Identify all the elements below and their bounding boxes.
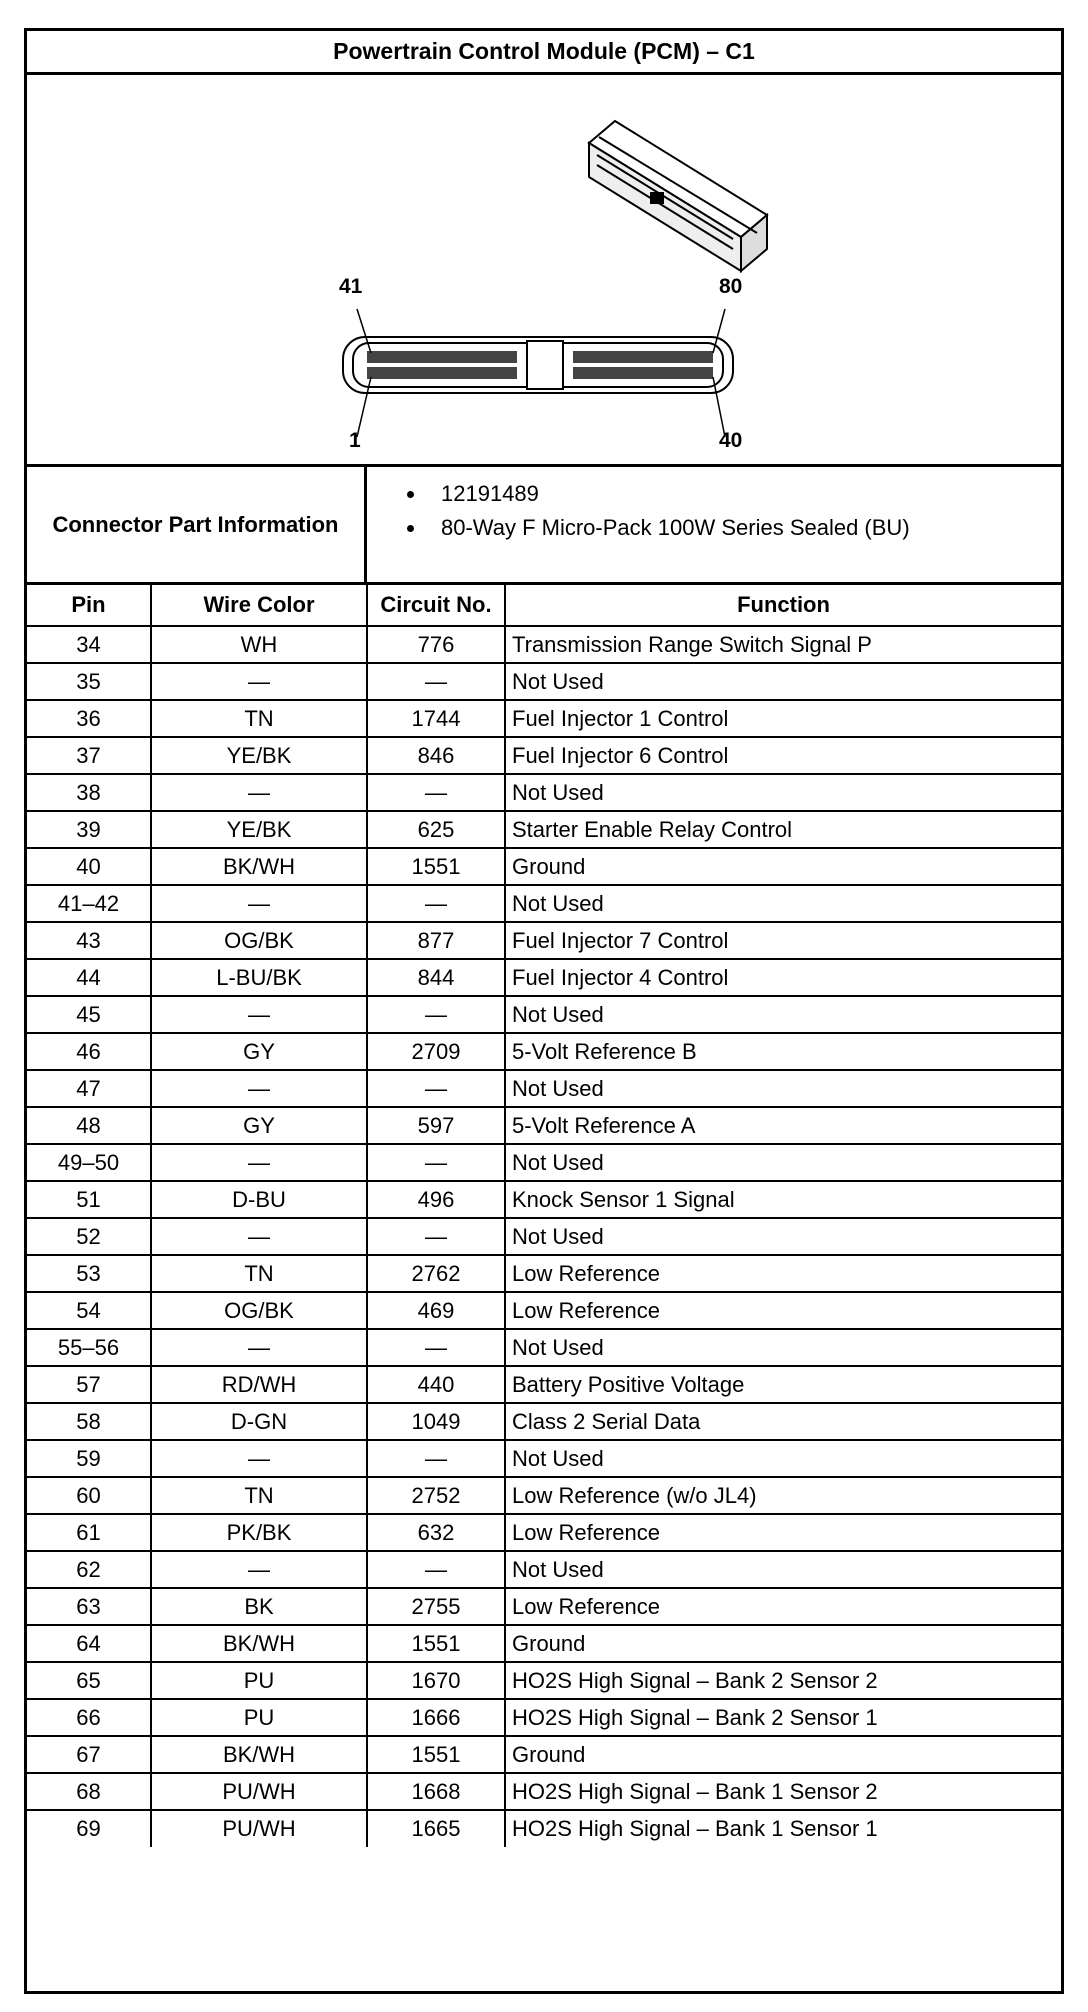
wire-color-cell: —	[151, 1440, 367, 1477]
table-row	[27, 996, 1061, 1033]
wire-color-cell: L-BU/BK	[151, 959, 367, 996]
wire-color-cell: —	[151, 885, 367, 922]
circuit-cell: 2755	[367, 1588, 505, 1625]
wire-color-cell: —	[151, 1218, 367, 1255]
wire-color-cell: D-GN	[151, 1403, 367, 1440]
circuit-cell: 597	[367, 1107, 505, 1144]
pin-cell: 54	[27, 1292, 151, 1329]
wire-color-cell: PU/WH	[151, 1773, 367, 1810]
wire-color-cell: PU/WH	[151, 1810, 367, 1847]
function-cell: Not Used	[505, 885, 1061, 922]
pin-cell: 35	[27, 663, 151, 700]
pinout-table	[27, 585, 1061, 1847]
function-cell: Class 2 Serial Data	[505, 1403, 1061, 1440]
table-row	[27, 1144, 1061, 1181]
function-cell: Not Used	[505, 1144, 1061, 1181]
table-row	[27, 885, 1061, 922]
wire-color-cell: D-BU	[151, 1181, 367, 1218]
table-row	[27, 626, 1061, 663]
function-cell: Starter Enable Relay Control	[505, 811, 1061, 848]
wire-color-cell: —	[151, 1070, 367, 1107]
table-row	[27, 700, 1061, 737]
circuit-cell: 877	[367, 922, 505, 959]
table-row	[27, 959, 1061, 996]
circuit-cell: 1744	[367, 700, 505, 737]
table-row	[27, 1070, 1061, 1107]
table-row	[27, 1033, 1061, 1070]
wire-color-cell: —	[151, 1144, 367, 1181]
circuit-cell: —	[367, 663, 505, 700]
wire-color-cell: —	[151, 1551, 367, 1588]
pin-dot	[715, 371, 718, 374]
pin-cell: 64	[27, 1625, 151, 1662]
table-row	[27, 1773, 1061, 1810]
connector-sheet	[24, 28, 1064, 1994]
function-cell: Low Reference (w/o JL4)	[505, 1477, 1061, 1514]
pin-cell: 39	[27, 811, 151, 848]
function-cell: Not Used	[505, 1440, 1061, 1477]
pin-cell: 48	[27, 1107, 151, 1144]
circuit-cell: 1551	[367, 1736, 505, 1773]
wire-color-cell: BK/WH	[151, 1625, 367, 1662]
table-row	[27, 774, 1061, 811]
pin-cell: 63	[27, 1588, 151, 1625]
wire-color-cell: —	[151, 774, 367, 811]
pin-cell: 34	[27, 626, 151, 663]
function-cell: HO2S High Signal – Bank 1 Sensor 2	[505, 1773, 1061, 1810]
connector-part-information	[27, 467, 1061, 585]
pin-cell: 53	[27, 1255, 151, 1292]
function-cell: Not Used	[505, 1551, 1061, 1588]
pin-dot	[715, 355, 718, 358]
circuit-cell: —	[367, 1070, 505, 1107]
wire-color-cell: YE/BK	[151, 737, 367, 774]
table-row	[27, 1107, 1061, 1144]
pin-cell: 49–50	[27, 1144, 151, 1181]
circuit-cell: —	[367, 1218, 505, 1255]
header-circuit: Circuit No.	[367, 585, 505, 626]
wire-color-cell: —	[151, 996, 367, 1033]
pin-cell: 38	[27, 774, 151, 811]
circuit-cell: 440	[367, 1366, 505, 1403]
circuit-cell: 1665	[367, 1810, 505, 1847]
circuit-cell: —	[367, 1144, 505, 1181]
header-function: Function	[505, 585, 1061, 626]
connector-diagram	[27, 75, 1061, 467]
table-row	[27, 1662, 1061, 1699]
pin-cell: 59	[27, 1440, 151, 1477]
function-cell: Fuel Injector 1 Control	[505, 700, 1061, 737]
wire-color-cell: YE/BK	[151, 811, 367, 848]
connector-3d-icon	[589, 121, 767, 271]
wire-color-cell: PU	[151, 1662, 367, 1699]
pin-cell: 65	[27, 1662, 151, 1699]
connector-illustration	[27, 75, 1061, 464]
wire-color-cell: PU	[151, 1699, 367, 1736]
circuit-cell: 2762	[367, 1255, 505, 1292]
circuit-cell: 844	[367, 959, 505, 996]
wire-color-cell: —	[151, 1329, 367, 1366]
pin-cell: 40	[27, 848, 151, 885]
table-row	[27, 1699, 1061, 1736]
function-cell: Ground	[505, 848, 1061, 885]
function-cell: Fuel Injector 7 Control	[505, 922, 1061, 959]
pin-cell: 66	[27, 1699, 151, 1736]
part-description: • 80-Way F Micro-Pack 100W Series Sealed (BU)	[427, 515, 910, 549]
part-number: • 12191489	[427, 481, 910, 515]
pin-cell: 52	[27, 1218, 151, 1255]
circuit-cell: 496	[367, 1181, 505, 1218]
function-cell: Low Reference	[505, 1292, 1061, 1329]
wire-color-cell: OG/BK	[151, 1292, 367, 1329]
pin-cell: 37	[27, 737, 151, 774]
table-row	[27, 1477, 1061, 1514]
wire-color-cell: TN	[151, 1477, 367, 1514]
table-row	[27, 1329, 1061, 1366]
function-cell: Fuel Injector 6 Control	[505, 737, 1061, 774]
function-cell: Not Used	[505, 1329, 1061, 1366]
table-row	[27, 1625, 1061, 1662]
function-cell: Ground	[505, 1625, 1061, 1662]
function-cell: 5-Volt Reference A	[505, 1107, 1061, 1144]
table-row	[27, 1255, 1061, 1292]
function-cell: HO2S High Signal – Bank 2 Sensor 2	[505, 1662, 1061, 1699]
table-row	[27, 1292, 1061, 1329]
wire-color-cell: GY	[151, 1107, 367, 1144]
pin-cell: 55–56	[27, 1329, 151, 1366]
pin-label-1: 1	[349, 429, 361, 452]
table-row	[27, 1736, 1061, 1773]
function-cell: Not Used	[505, 663, 1061, 700]
pin-cell: 68	[27, 1773, 151, 1810]
pin-cell: 58	[27, 1403, 151, 1440]
circuit-cell: —	[367, 1551, 505, 1588]
table-row	[27, 1366, 1061, 1403]
circuit-cell: 2752	[367, 1477, 505, 1514]
table-row	[27, 737, 1061, 774]
pin-cell: 46	[27, 1033, 151, 1070]
function-cell: Not Used	[505, 774, 1061, 811]
circuit-cell: 1049	[367, 1403, 505, 1440]
pin-cell: 51	[27, 1181, 151, 1218]
circuit-cell: 1668	[367, 1773, 505, 1810]
circuit-cell: 1551	[367, 848, 505, 885]
table-row	[27, 1810, 1061, 1847]
function-cell: Transmission Range Switch Signal P	[505, 626, 1061, 663]
connector-face-icon	[343, 309, 733, 437]
pinout-header-row	[27, 585, 1061, 626]
circuit-cell: 1551	[367, 1625, 505, 1662]
function-cell: Low Reference	[505, 1255, 1061, 1292]
wire-color-cell: BK	[151, 1588, 367, 1625]
circuit-cell: 2709	[367, 1033, 505, 1070]
wire-color-cell: RD/WH	[151, 1366, 367, 1403]
pin-cell: 62	[27, 1551, 151, 1588]
wire-color-cell: BK/WH	[151, 1736, 367, 1773]
table-row	[27, 922, 1061, 959]
function-cell: Ground	[505, 1736, 1061, 1773]
circuit-cell: 625	[367, 811, 505, 848]
header-wire-color: Wire Color	[151, 585, 367, 626]
table-row	[27, 811, 1061, 848]
pin-cell: 44	[27, 959, 151, 996]
table-row	[27, 1218, 1061, 1255]
circuit-cell: 632	[367, 1514, 505, 1551]
wire-color-cell: TN	[151, 700, 367, 737]
circuit-cell: —	[367, 1440, 505, 1477]
pin-cell: 41–42	[27, 885, 151, 922]
pin-cell: 67	[27, 1736, 151, 1773]
pin-cell: 43	[27, 922, 151, 959]
function-cell: Low Reference	[505, 1514, 1061, 1551]
circuit-cell: —	[367, 1329, 505, 1366]
wire-color-cell: PK/BK	[151, 1514, 367, 1551]
part-info-label: Connector Part Information	[27, 467, 367, 582]
wire-color-cell: WH	[151, 626, 367, 663]
function-cell: 5-Volt Reference B	[505, 1033, 1061, 1070]
pin-label-80: 80	[719, 275, 743, 298]
circuit-cell: 776	[367, 626, 505, 663]
function-cell: HO2S High Signal – Bank 1 Sensor 1	[505, 1810, 1061, 1847]
table-row	[27, 1588, 1061, 1625]
header-pin: Pin	[27, 585, 151, 626]
function-cell: Knock Sensor 1 Signal	[505, 1181, 1061, 1218]
wire-color-cell: OG/BK	[151, 922, 367, 959]
table-row	[27, 1440, 1061, 1477]
function-cell: Not Used	[505, 1070, 1061, 1107]
pin-label-40: 40	[719, 429, 743, 452]
table-row	[27, 1403, 1061, 1440]
circuit-cell: —	[367, 996, 505, 1033]
pin-cell: 57	[27, 1366, 151, 1403]
function-cell: Low Reference	[505, 1588, 1061, 1625]
function-cell: Not Used	[505, 996, 1061, 1033]
sheet-title: Powertrain Control Module (PCM) – C1	[27, 31, 1061, 75]
circuit-cell: —	[367, 774, 505, 811]
table-row	[27, 1551, 1061, 1588]
circuit-cell: 846	[367, 737, 505, 774]
circuit-cell: 1670	[367, 1662, 505, 1699]
circuit-cell: —	[367, 885, 505, 922]
function-cell: Not Used	[505, 1218, 1061, 1255]
pin-cell: 61	[27, 1514, 151, 1551]
table-row	[27, 848, 1061, 885]
wire-color-cell: GY	[151, 1033, 367, 1070]
wire-color-cell: TN	[151, 1255, 367, 1292]
pin-cell: 47	[27, 1070, 151, 1107]
circuit-cell: 469	[367, 1292, 505, 1329]
part-info-list	[367, 467, 910, 582]
pin-cell: 36	[27, 700, 151, 737]
wire-color-cell: BK/WH	[151, 848, 367, 885]
pin-cell: 69	[27, 1810, 151, 1847]
function-cell: Fuel Injector 4 Control	[505, 959, 1061, 996]
wire-color-cell: —	[151, 663, 367, 700]
pin-label-41: 41	[339, 275, 363, 298]
table-row	[27, 1514, 1061, 1551]
pin-cell: 45	[27, 996, 151, 1033]
function-cell: HO2S High Signal – Bank 2 Sensor 1	[505, 1699, 1061, 1736]
circuit-cell: 1666	[367, 1699, 505, 1736]
pin-cell: 60	[27, 1477, 151, 1514]
function-cell: Battery Positive Voltage	[505, 1366, 1061, 1403]
table-row	[27, 1181, 1061, 1218]
table-row	[27, 663, 1061, 700]
